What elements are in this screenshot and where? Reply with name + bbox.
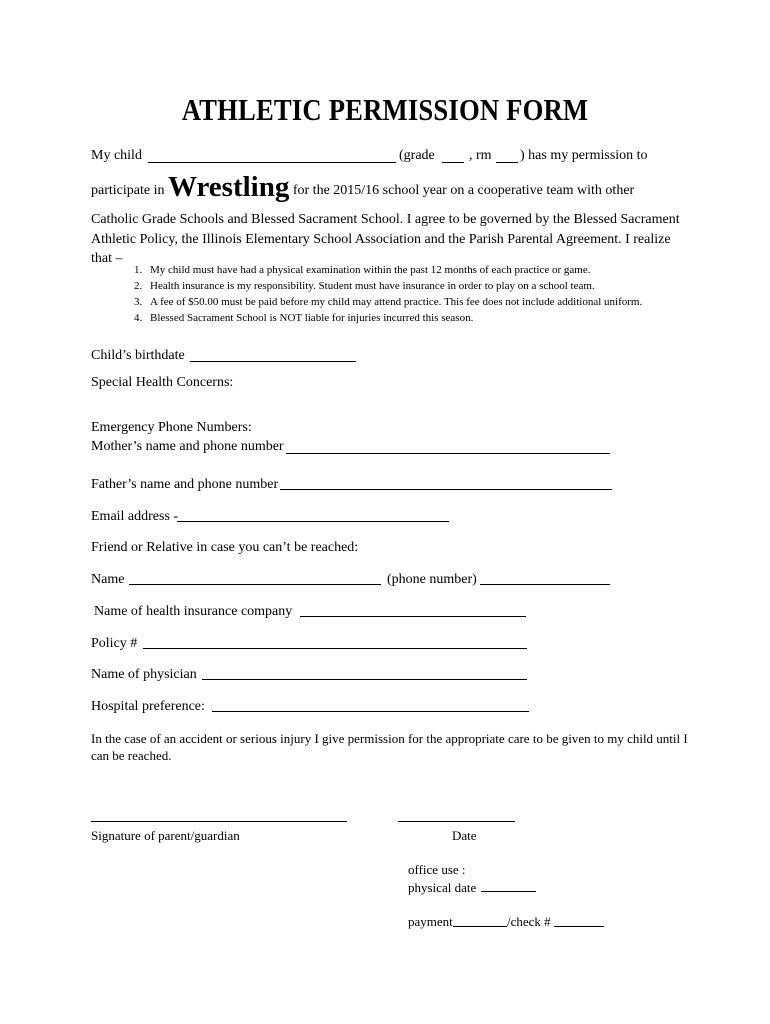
- my-child-label: My child: [91, 148, 142, 163]
- room-label: , rm: [469, 148, 492, 163]
- physician-field[interactable]: [202, 679, 527, 680]
- physician-label: Name of physician: [91, 667, 197, 682]
- participate-label: participate in: [91, 183, 165, 198]
- payment-field[interactable]: [453, 926, 507, 927]
- hospital-field[interactable]: [212, 711, 529, 712]
- school-year-text: for the 2015/16 school year on a cooperative team with other: [292, 183, 635, 198]
- page-title: ATHLETIC PERMISSION FORM: [181, 92, 589, 127]
- friend-name-field[interactable]: [129, 584, 381, 585]
- father-field[interactable]: [280, 489, 612, 490]
- physical-date-label: physical date: [408, 880, 477, 895]
- rule-item: 1. My child must have had a physical examination within the past 12 months of each practice or game.: [134, 264, 591, 276]
- mother-label: Mother’s name and phone number: [91, 439, 284, 454]
- insurance-field[interactable]: [300, 616, 526, 617]
- friend-phone-field[interactable]: [480, 584, 610, 585]
- consent-paragraph: In the case of an accident or serious injury I give permission for the appropriate care to be given to my child until I can be reached.: [91, 731, 688, 763]
- check-field[interactable]: [554, 926, 604, 927]
- health-concerns-field[interactable]: [91, 393, 591, 413]
- rule-item: 4. Blessed Sacrament School is NOT liable for injuries incurred this season.: [134, 312, 474, 324]
- rule-item: 3. A fee of $50.00 must be paid before my child may attend practice. This fee does not include additional uniform.: [134, 296, 643, 308]
- insurance-label: Name of health insurance company: [94, 604, 293, 619]
- room-field[interactable]: [496, 162, 518, 163]
- hospital-label: Hospital preference:: [91, 699, 205, 714]
- date-label: Date: [452, 828, 477, 843]
- sport-name: Wrestling: [167, 171, 290, 203]
- name-label: Name: [91, 572, 125, 587]
- friend-heading: Friend or Relative in case you can’t be reached:: [91, 540, 359, 555]
- date-field[interactable]: [398, 821, 515, 822]
- emergency-heading: Emergency Phone Numbers:: [91, 420, 252, 435]
- father-label: Father’s name and phone number: [91, 477, 279, 492]
- mother-field[interactable]: [286, 453, 610, 454]
- payment-label: payment: [408, 914, 453, 929]
- birthdate-label: Child’s birthdate: [91, 348, 185, 363]
- participate-line: [91, 170, 634, 208]
- physical-date-field[interactable]: [481, 891, 536, 892]
- grade-field[interactable]: [442, 162, 464, 163]
- signature-label: Signature of parent/guardian: [91, 828, 240, 843]
- rules-list: [134, 262, 642, 326]
- child-name-field[interactable]: [148, 162, 396, 163]
- rule-item: 2. Health insurance is my responsibility. Student must have insurance in order to play on a school team.: [134, 280, 595, 292]
- policy-label: Policy #: [91, 636, 138, 651]
- grade-label: (grade: [399, 148, 435, 163]
- phone-label: (phone number): [387, 572, 477, 587]
- policy-field[interactable]: [143, 648, 527, 649]
- health-concerns-label: Special Health Concerns:: [91, 375, 234, 390]
- office-use-label: office use :: [408, 862, 466, 877]
- check-label: /check #: [507, 914, 551, 929]
- birthdate-field[interactable]: [190, 361, 356, 362]
- agreement-paragraph: Catholic Grade Schools and Blessed Sacrament School. I agree to be governed by the Blessed Sacrament Athletic Policy, the Illinois Elementary School Association and the Parish Parental Agreement. I realize that –: [91, 212, 680, 266]
- permission-label: ) has my permission to: [520, 148, 648, 163]
- email-field[interactable]: [177, 521, 449, 522]
- signature-field[interactable]: [91, 821, 347, 822]
- email-label: Email address -: [91, 509, 179, 524]
